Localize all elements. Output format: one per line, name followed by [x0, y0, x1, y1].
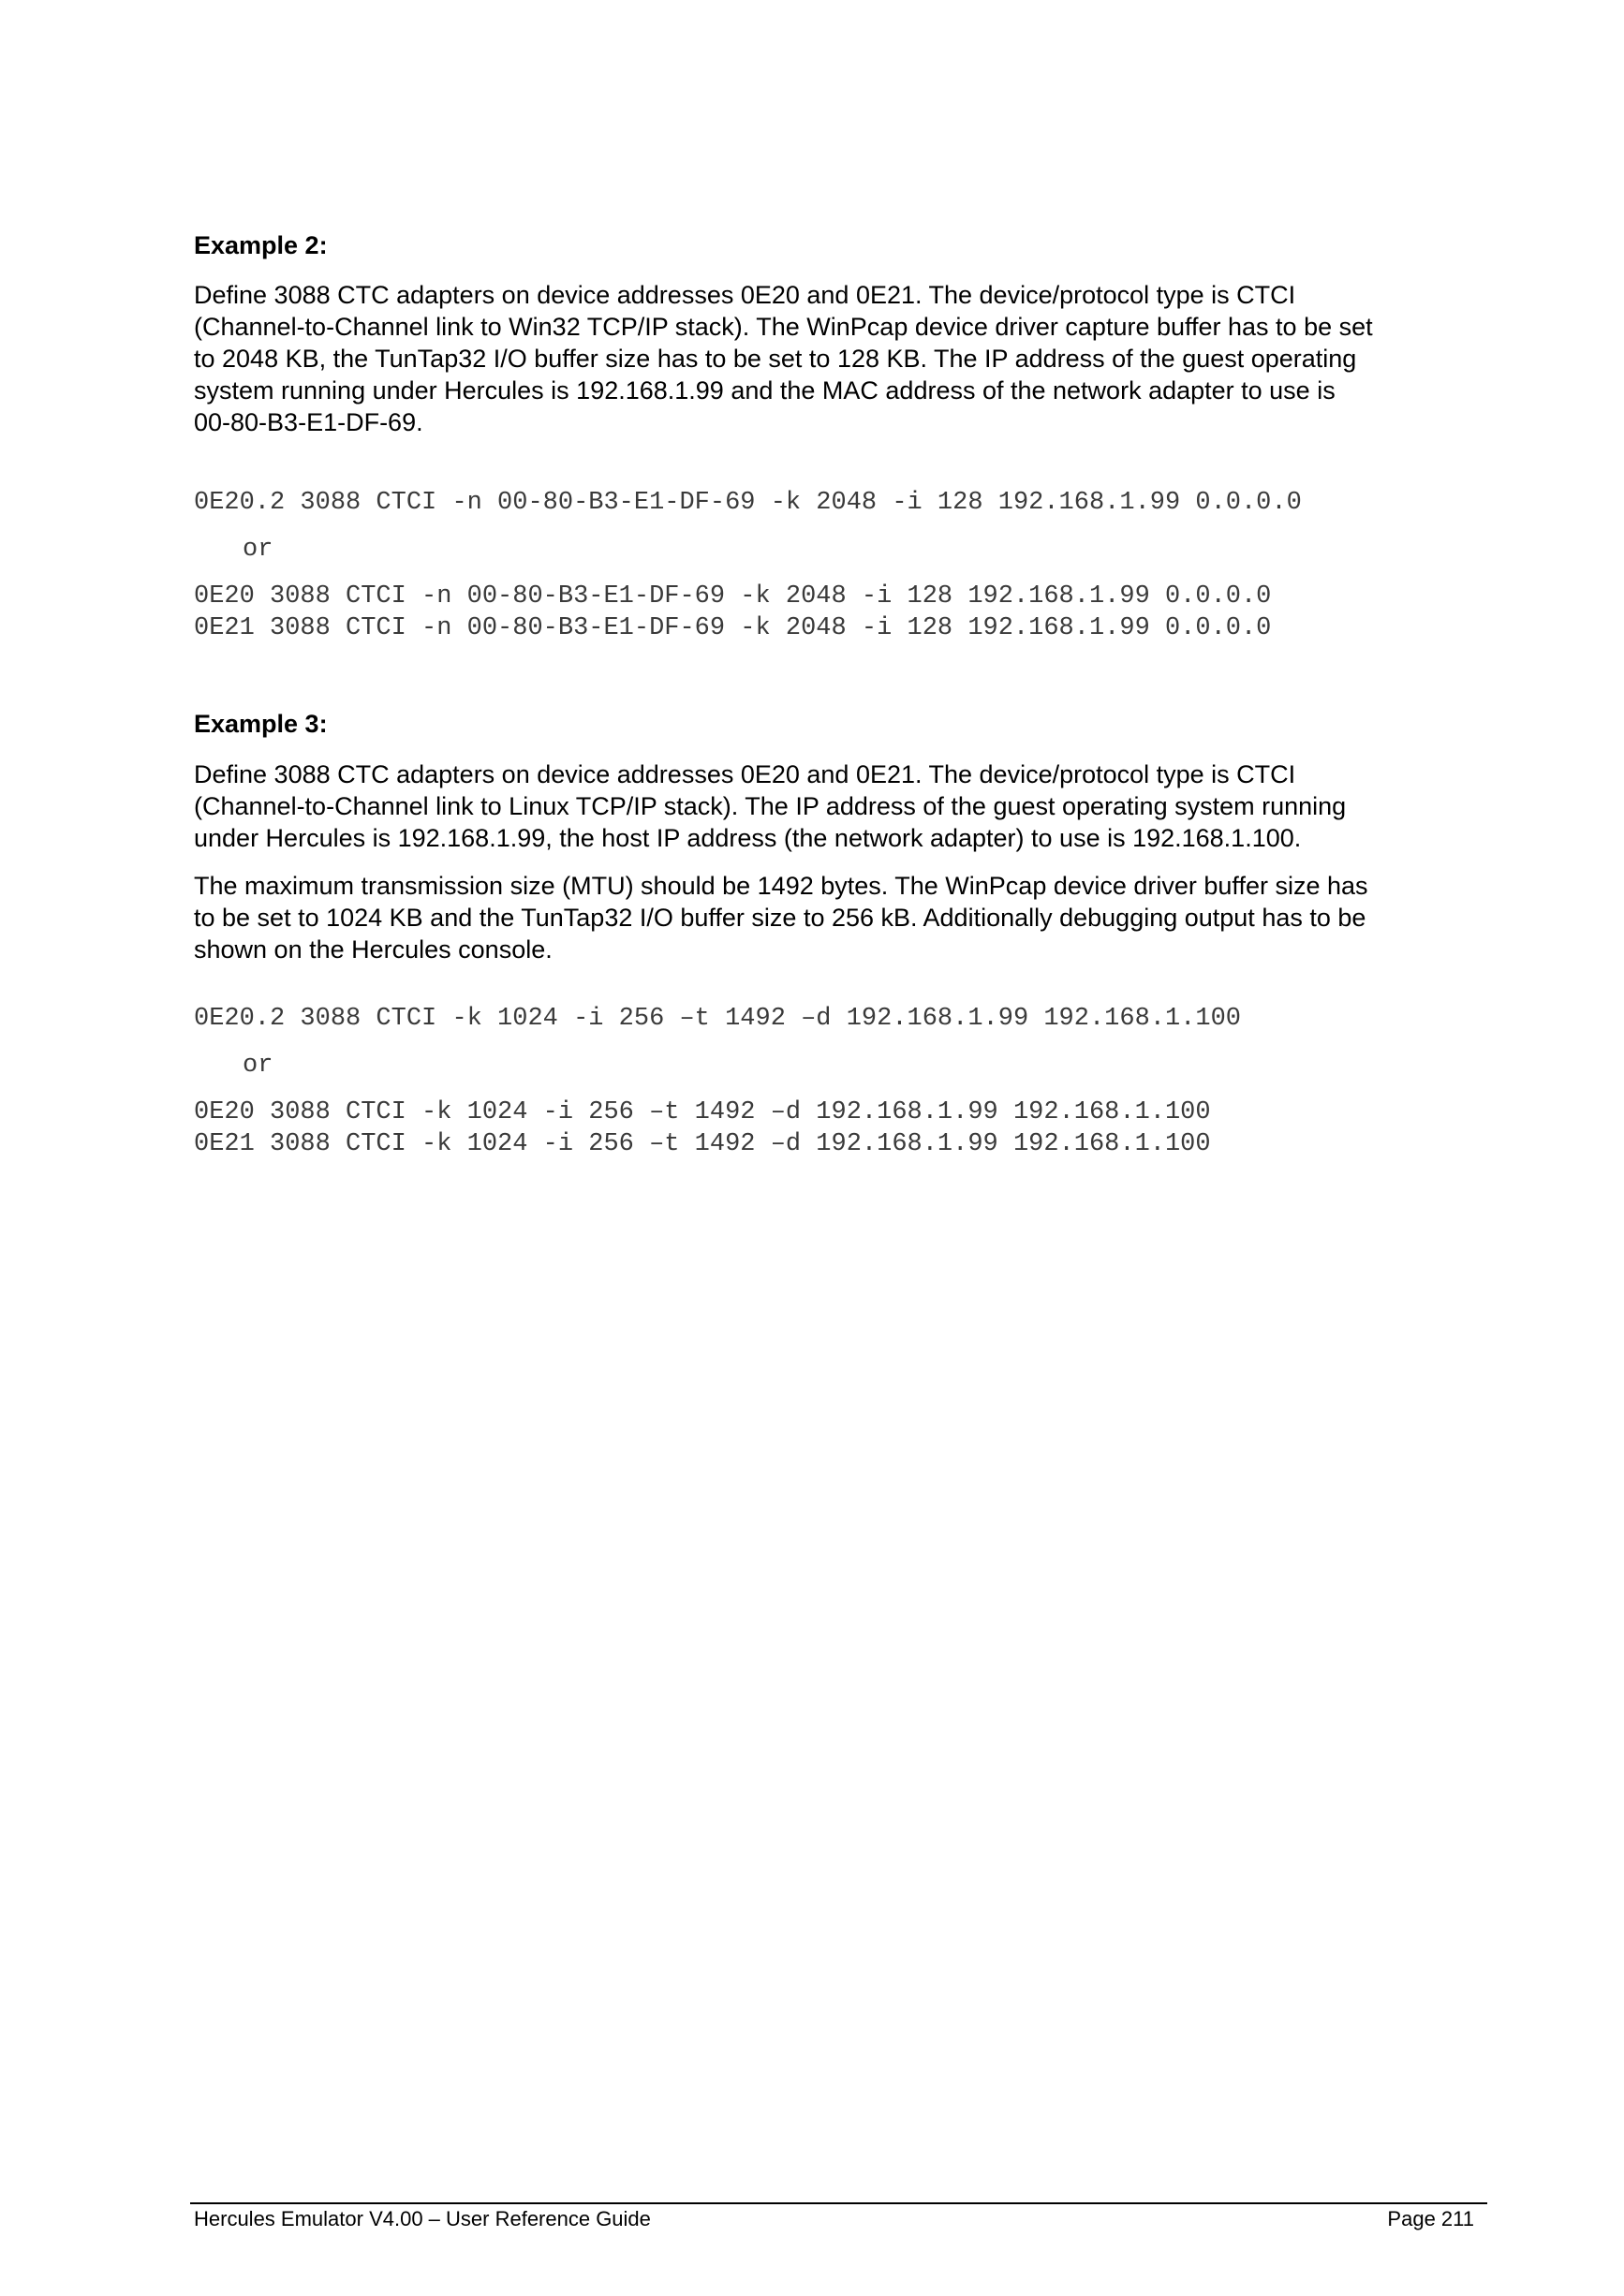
- example-3-heading: Example 3:: [194, 710, 328, 738]
- footer-document-title: Hercules Emulator V4.00 – User Reference Guide: [194, 2207, 651, 2230]
- footer-page-number: Page 211: [1387, 2207, 1474, 2230]
- footer-divider: [190, 2202, 1487, 2204]
- example-2-code-line-0e20: 0E20 3088 CTCI -n 00-80-B3-E1-DF-69 -k 2048 -i 128 192.168.1.99 0.0.0.0: [194, 582, 1272, 611]
- paragraph-line: under Hercules is 192.168.1.99, the host IP address (the network adapter) to use is 192.168.1.100.: [194, 824, 1302, 852]
- example-3-or-label: or: [243, 1052, 273, 1080]
- paragraph-line: (Channel-to-Channel link to Win32 TCP/IP stack). The WinPcap device driver capture buffer has to be set: [194, 313, 1373, 341]
- paragraph-line: shown on the Hercules console.: [194, 935, 553, 964]
- example-2-code-single: 0E20.2 3088 CTCI -n 00-80-B3-E1-DF-69 -k 2048 -i 128 192.168.1.99 0.0.0.0: [194, 489, 1302, 517]
- paragraph-line: (Channel-to-Channel link to Linux TCP/IP stack). The IP address of the guest operating system running: [194, 792, 1347, 820]
- example-3-code-line-0e21: 0E21 3088 CTCI -k 1024 -i 256 –t 1492 –d 192.168.1.99 192.168.1.100: [194, 1130, 1211, 1158]
- paragraph-line: to 2048 KB, the TunTap32 I/O buffer size has to be set to 128 KB. The IP address of the guest operating: [194, 345, 1357, 373]
- example-2-heading: Example 2:: [194, 231, 328, 259]
- example-3-code-line-0e20: 0E20 3088 CTCI -k 1024 -i 256 –t 1492 –d 192.168.1.99 192.168.1.100: [194, 1098, 1211, 1126]
- example-3-mtu-description: [194, 870, 1486, 965]
- example-3-code-single: 0E20.2 3088 CTCI -k 1024 -i 256 –t 1492 –d 192.168.1.99 192.168.1.100: [194, 1005, 1241, 1033]
- paragraph-line: Define 3088 CTC adapters on device addresses 0E20 and 0E21. The device/protocol type is CTCI: [194, 281, 1296, 309]
- paragraph-line: to be set to 1024 KB and the TunTap32 I/O buffer size to 256 kB. Additionally debugging output has to be: [194, 904, 1366, 932]
- example-3-description: [194, 758, 1486, 854]
- paragraph-line: The maximum transmission size (MTU) should be 1492 bytes. The WinPcap device driver buffer size has: [194, 872, 1368, 900]
- example-2-or-label: or: [243, 536, 273, 564]
- example-2-description: [194, 279, 1486, 438]
- paragraph-line: system running under Hercules is 192.168.1.99 and the MAC address of the network adapter to use is: [194, 376, 1336, 405]
- example-2-code-line-0e21: 0E21 3088 CTCI -n 00-80-B3-E1-DF-69 -k 2048 -i 128 192.168.1.99 0.0.0.0: [194, 614, 1272, 642]
- paragraph-line: Define 3088 CTC adapters on device addresses 0E20 and 0E21. The device/protocol type is CTCI: [194, 760, 1296, 788]
- paragraph-line: 00-80-B3-E1-DF-69.: [194, 408, 423, 436]
